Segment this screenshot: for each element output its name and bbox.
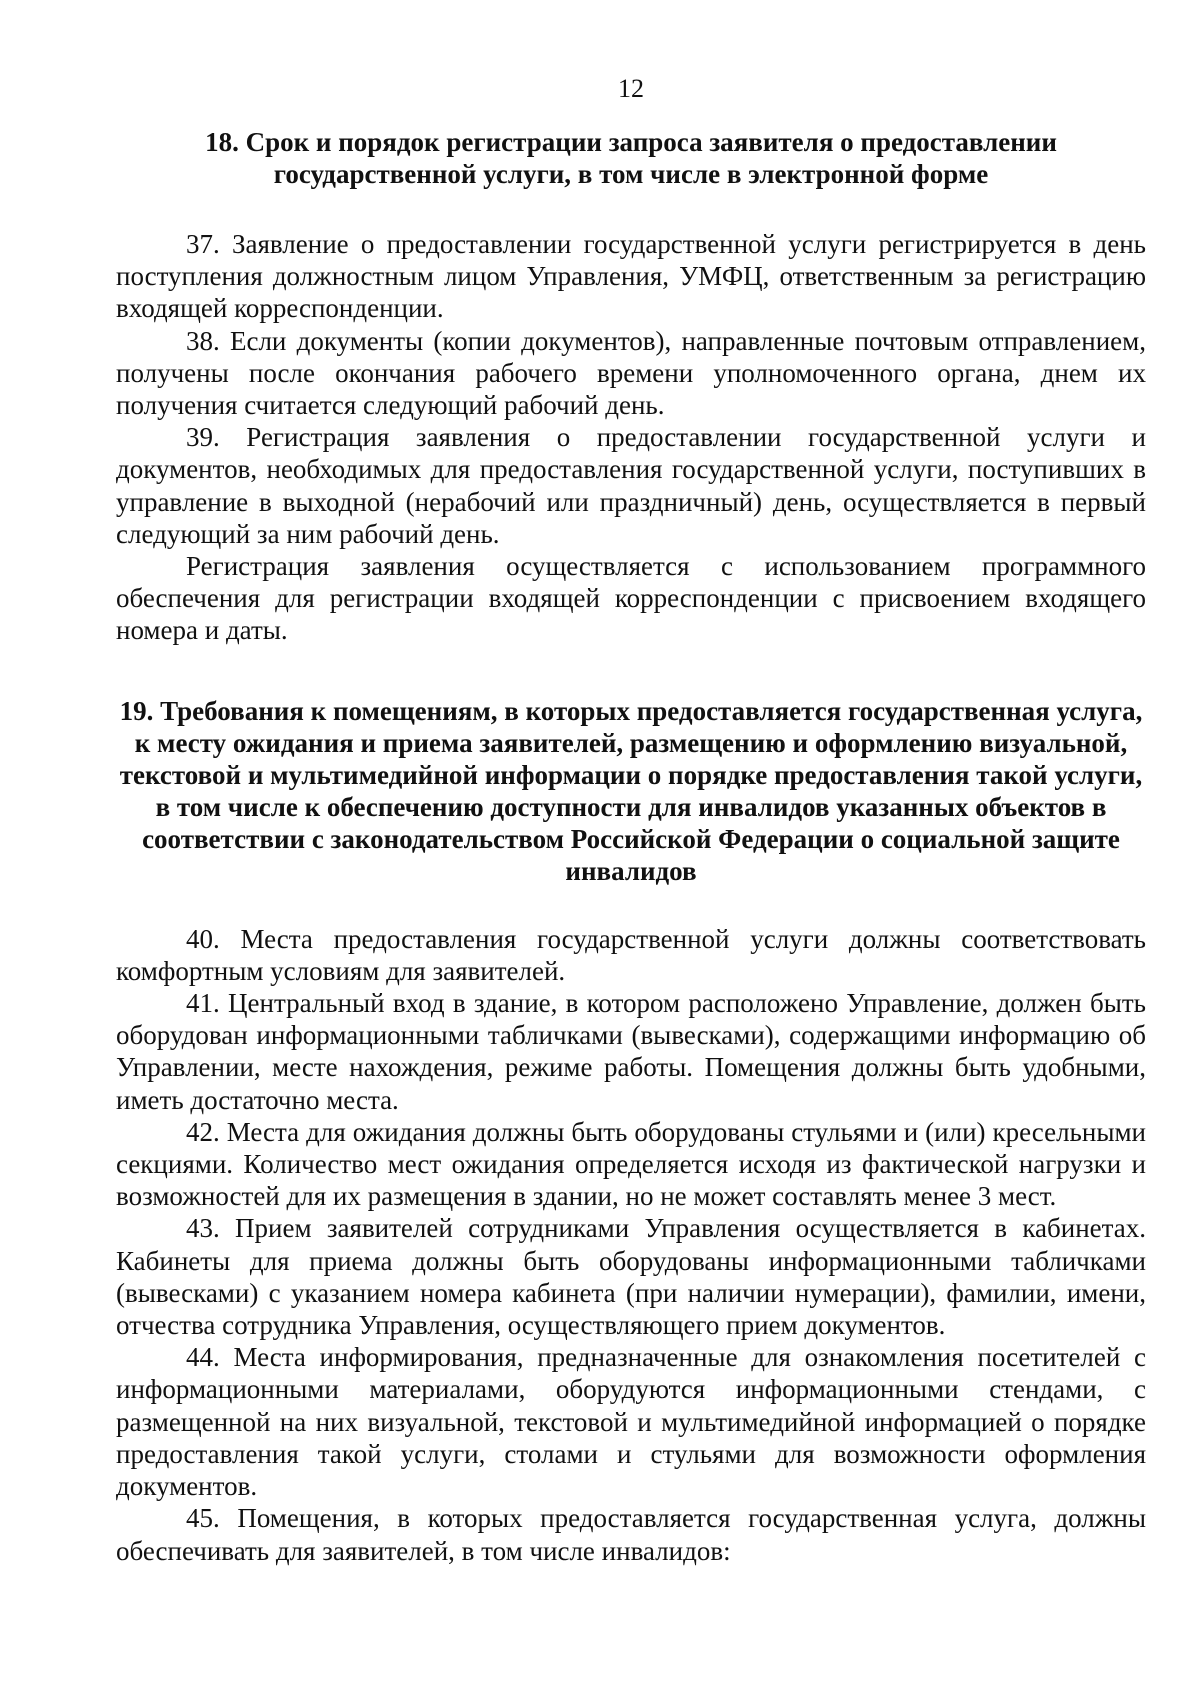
paragraph-41: 41. Центральный вход в здание, в котором расположено Управление, должен быть оборудован информационными табличками (вывесками), содержащими информацию об Управлении, месте нахождения, режиме работы. Помещения должны быть удобными, иметь достаточно места. <box>116 988 1146 1115</box>
section-19-title: 19. Требования к помещениям, в которых предоставляется государственная услуга, к месту ожидания и приема заявителей, размещению и оформлению визуальной, текстовой и мультимедийной информации о порядке предоставления такой услуги, в том числе к обеспечению доступности для инвалидов указанных объектов в соответствии с законодательством Российской Федерации о социальной защите инвалидов <box>119 695 1143 886</box>
paragraph-45: 45. Помещения, в которых предоставляется государственная услуга, должны обеспечивать для заявителей, в том числе инвалидов: <box>116 1503 1146 1566</box>
section-18-title: 18. Срок и порядок регистрации запроса заявителя о предоставлении государственной услуги, в том числе в электронной форме <box>205 127 1057 189</box>
paragraph-42: 42. Места для ожидания должны быть оборудованы стульями и (или) кресельными секциями. Количество мест ожидания определяется исходя из фактической нагрузки и возможностей для их размещения в здании, но не может составлять менее 3 мест. <box>116 1116 1146 1212</box>
paragraph-39: 39. Регистрация заявления о предоставлении государственной услуги и документов, необходимых для предоставления государственной услуги, поступивших в управление в выходной (нерабочий или праздничный) день, осуществляется в первый следующий за ним рабочий день. <box>116 422 1146 549</box>
paragraph-40: 40. Места предоставления государственной услуги должны соответствовать комфортным условиям для заявителей. <box>116 923 1146 986</box>
paragraph-37: 37. Заявление о предоставлении государственной услуги регистрируется в день поступления должностным лицом Управления, УМФЦ, ответственным за регистрацию входящей корреспонденции. <box>116 229 1146 324</box>
paragraph-44: 44. Места информирования, предназначенные для ознакомления посетителей с информационными материалами, оборудуются информационными стендами, с размещенной на них визуальной, текстовой и мультимедийной информацией о порядке предоставления такой услуги, столами и стульями для возможности оформления документов. <box>116 1342 1146 1502</box>
paragraph-38: 38. Если документы (копии документов), направленные почтовым отправлением, получены после окончания рабочего времени уполномоченного органа, днем их получения считается следующий рабочий день. <box>116 325 1146 421</box>
paragraph-39-registration: Регистрация заявления осуществляется с использованием программного обеспечения для регистрации входящей корреспонденции с присвоением входящего номера и даты. <box>116 551 1146 646</box>
page-number: 12 <box>618 74 644 103</box>
paragraph-43: 43. Прием заявителей сотрудниками Управления осуществляется в кабинетах. Кабинеты для приема должны быть оборудованы информационными табличками (вывесками) с указанием номера кабинета (при наличии нумерации), фамилии, имени, отчества сотрудника Управления, осуществляющего прием документов. <box>116 1213 1146 1341</box>
document-page <box>116 74 1146 1674</box>
